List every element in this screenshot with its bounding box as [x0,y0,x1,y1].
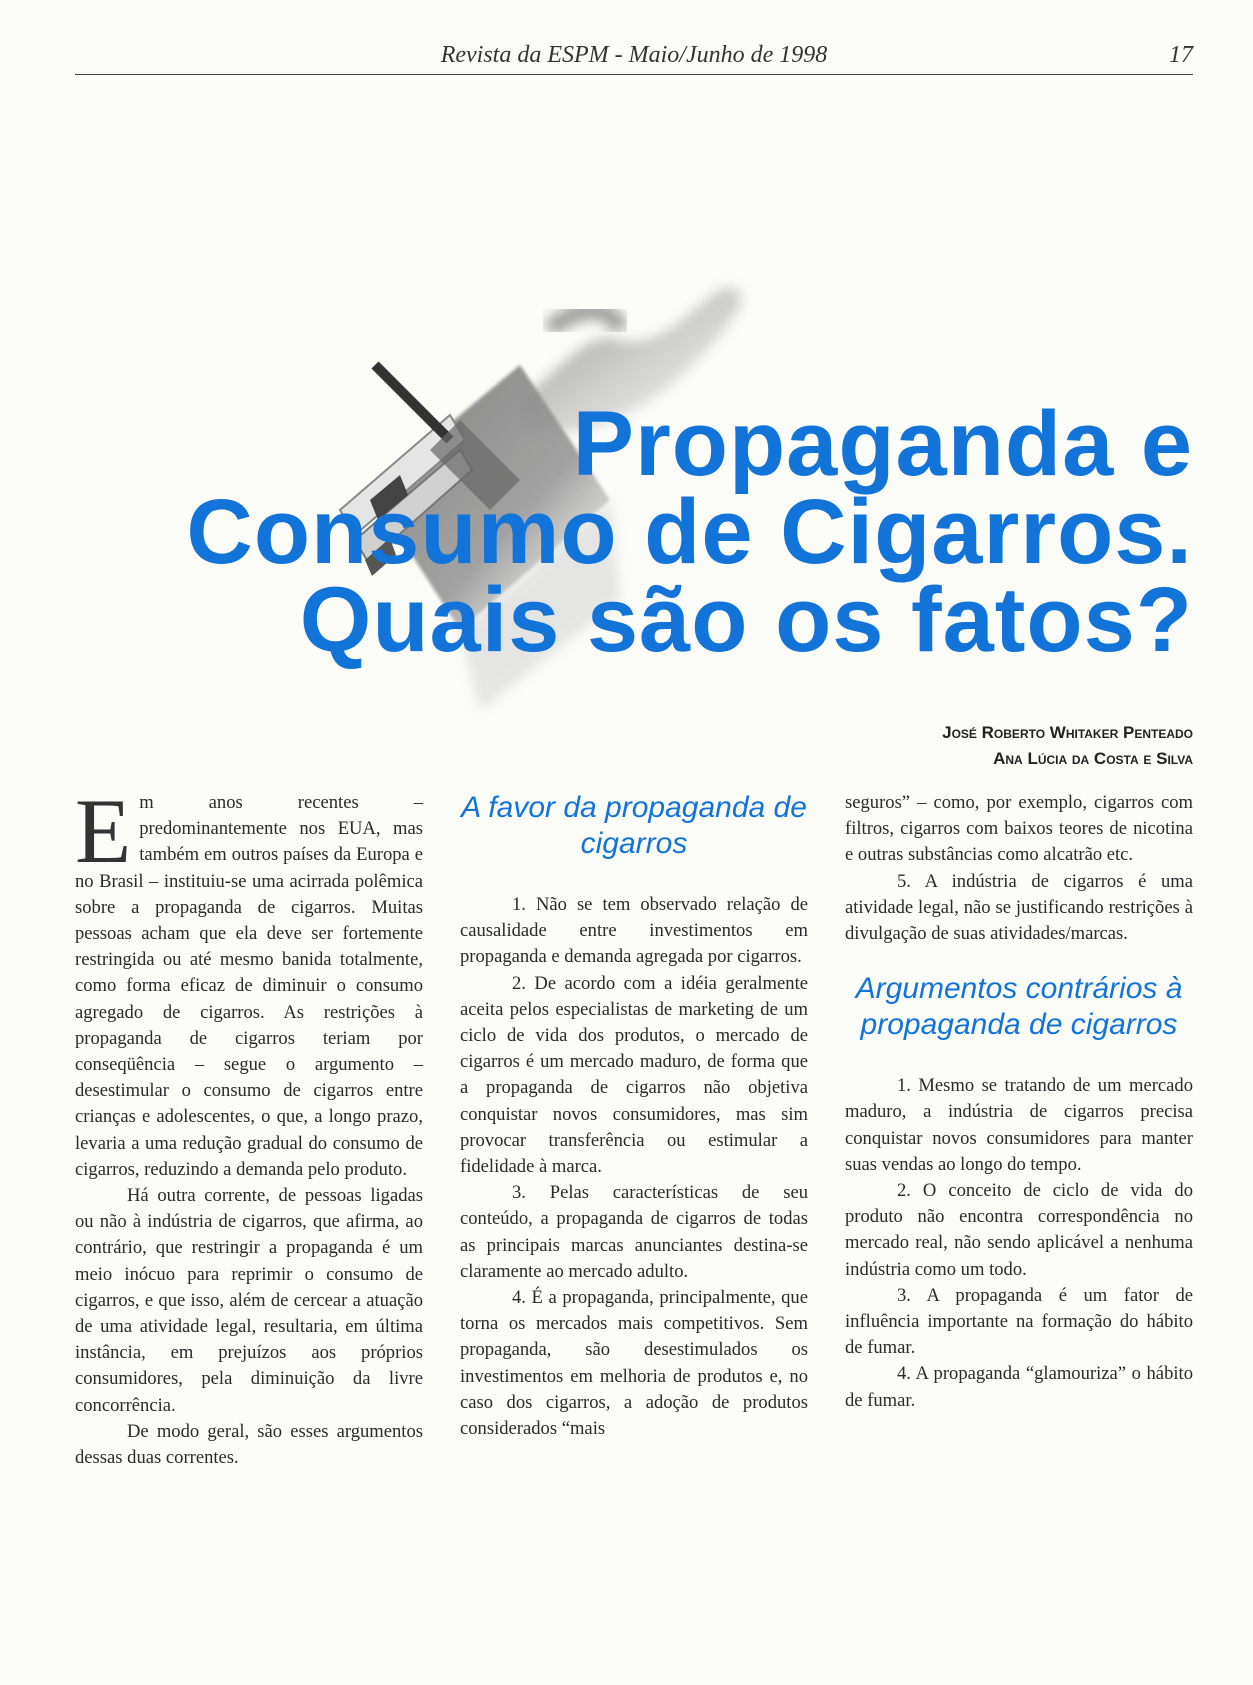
column-3 [845,790,1193,1414]
byline [942,720,1193,772]
column-1 [75,780,423,1471]
page-number: 17 [1169,42,1193,68]
intro-paragraph-2: Há outra corrente, de pessoas ligadas ou não à indústria de cigarros, que afirma, ao contrário, que restringir a propaganda é um meio inócuo para reprimir o consumo de cigarros, e que isso, além de cercear a atuação de uma atividade legal, resultaria, em última instância, em prejuízos aos próprios consumidores, pela diminuição da livre concorrência. [75,1185,423,1416]
drop-cap: E [75,780,132,882]
headline-line-3: Quais são os fatos? [299,569,1193,671]
section-heading-contra: Argumentos contrários à propaganda de cigarros [855,972,1183,1042]
contra-item-1: 1. Mesmo se tratando de um mercado maduro, a indústria de cigarros precisa conquistar novos consumidores para manter suas vendas ao longo do tempo. [845,1075,1193,1175]
section-heading-favor: A favor da propaganda de cigarros [461,791,807,860]
headline-line-2: Consumo de Cigarros. [186,481,1193,583]
running-header [75,40,1193,75]
intro-paragraph-1 [75,780,423,1183]
author-1: José Roberto Whitaker Penteado [942,723,1193,742]
intro-paragraph-3: De modo geral, são esses argumentos dessas duas correntes. [75,1420,423,1469]
contra-item-4: 4. A propaganda “glamouriza” o hábito de fumar. [845,1363,1193,1411]
contra-item-2: 2. O conceito de ciclo de vida do produto não encontra correspondência no mercado real, não sendo aplicável a nenhuma indústria como um todo. [845,1180,1193,1280]
favor-item-5: 5. A indústria de cigarros é uma atividade legal, não se justificando restrições à divulgação de suas atividades/marcas. [845,870,1193,945]
favor-item-4: 4. É a propaganda, principalmente, que torna os mercados mais competitivos. Sem propaganda, são desestimulados os investimentos em melhoria de produtos e, no caso dos cigarros, a adoção de produtos considerados “mais [460,1287,808,1440]
contra-item-3: 3. A propaganda é um fator de influência importante na formação do hábito de fumar. [845,1284,1193,1359]
journal-title: Revista da ESPM - Maio/Junho de 1998 [440,42,828,68]
favor-item-4-continuation: seguros” – como, por exemplo, cigarros com filtros, cigarros com baixos teores de nicotina e outras substâncias como alcatrão etc. [845,792,1193,866]
intro-paragraph-1-text: m anos recentes – predominantemente nos EUA, mas também em outros países da Europa e no Brasil – instituiu-se uma acirrada polêmica sobre a propaganda de cigarros. Muitas pessoas acham que ela deve ser fortemente restringida ou até mesmo banida totalmente, como forma eficaz de diminuir o consumo agregado de cigarros. As restrições à propaganda de cigarros teriam por conseqüência – segue o argumento – desestimular o consumo de cigarros entre crianças e adolescentes, o que, a longo prazo, levaria a uma redução gradual do consumo de cigarros, reduzindo a demanda pelo produto. [75,792,423,1180]
column-2 [460,790,808,1442]
article-headline [173,393,1193,671]
headline-line-1: Propaganda e [572,393,1193,495]
favor-item-1: 1. Não se tem observado relação de causalidade entre investimentos em propaganda e demanda agregada por cigarros. [460,894,808,968]
author-2: Ana Lúcia da Costa e Silva [993,749,1193,768]
favor-item-2: 2. De acordo com a idéia geralmente aceita pelos especialistas de marketing de um ciclo de vida dos produtos, o mercado de cigarros é um mercado maduro, de forma que a propaganda de cigarros não objetiva conquistar novos consumidores, mas sim provocar transferência ou estimular a fidelidade à marca. [460,972,808,1178]
favor-item-3: 3. Pelas características de seu conteúdo, a propaganda de cigarros de todas as principais marcas anunciantes destina-se claramente ao mercado adulto. [460,1182,808,1282]
